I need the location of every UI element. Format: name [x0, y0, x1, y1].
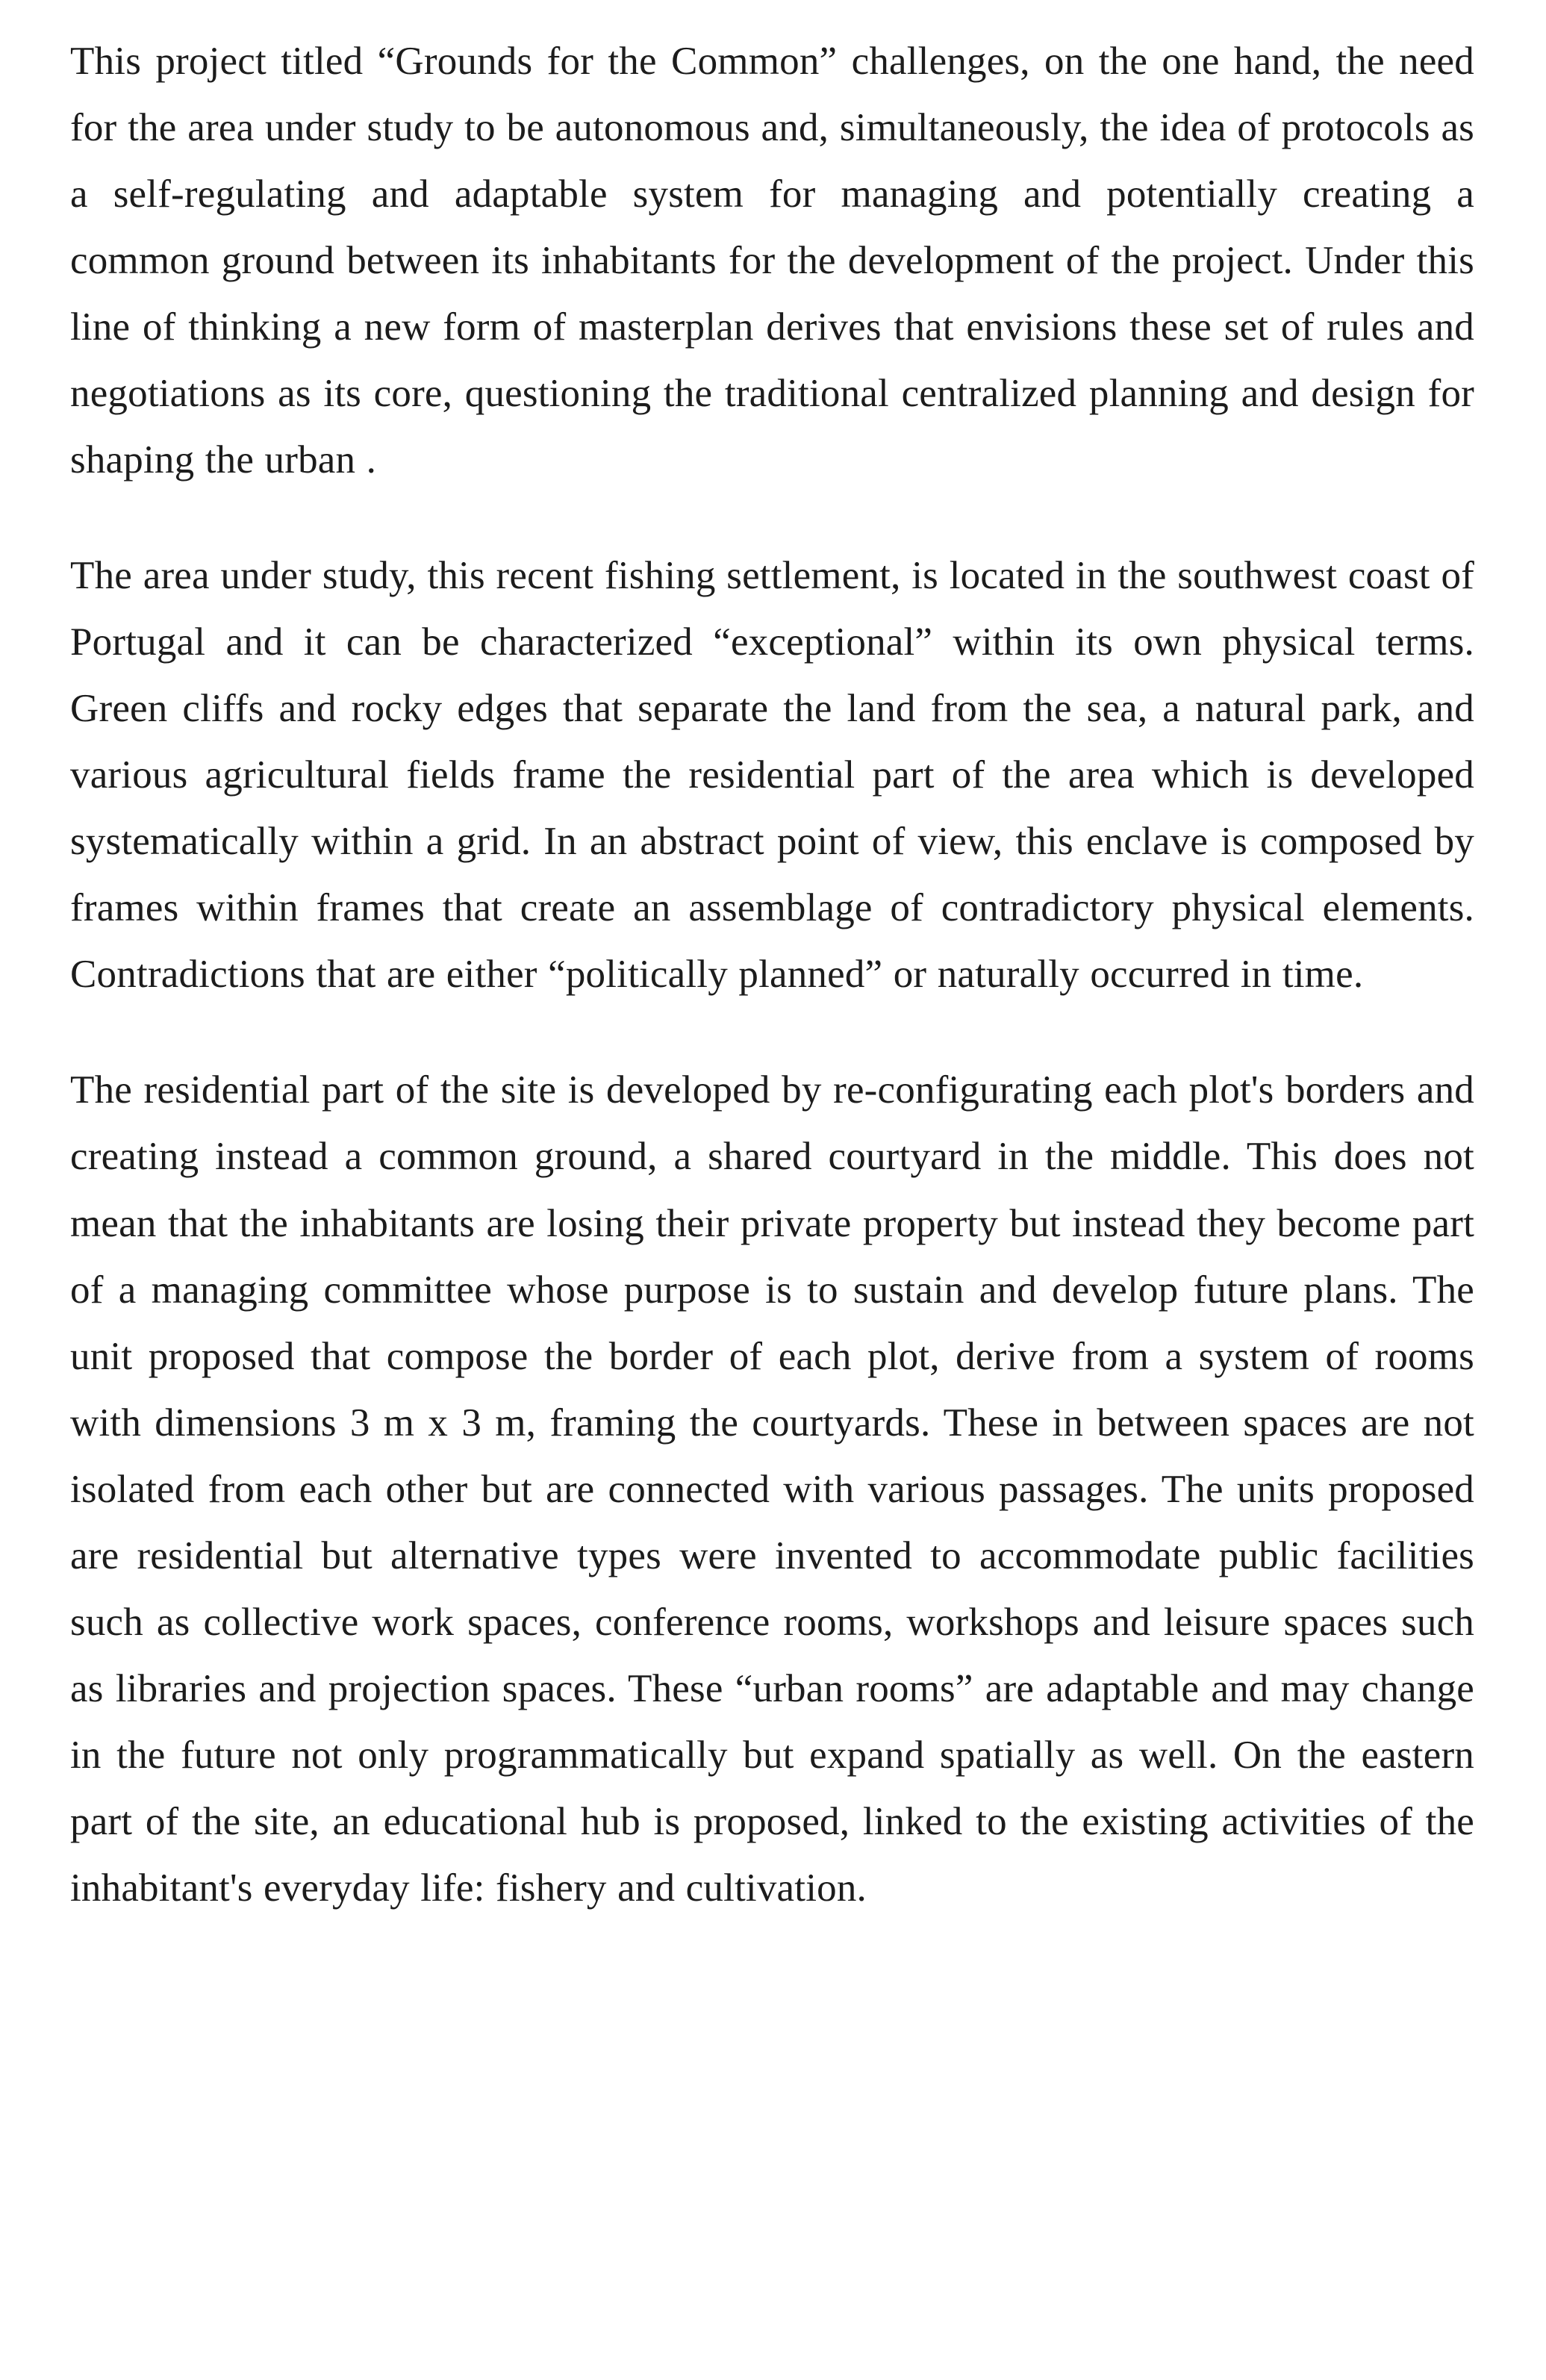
- paragraph-area-description: The area under study, this recent fishing settlement, is located in the southwest coast of Portugal and it can be characterized “exceptional” within its own physical terms. Green cliffs and rocky edges that separate the land from the sea, a natural park, and various agricultural fields frame the residential part of the area which is developed systematically within a grid. In an abstract point of view, this enclave is composed by frames within frames that create an assemblage of contradictory physical elements. Contradictions that are either “politically planned” or naturally occurred in time.: [70, 554, 1474, 997]
- paragraph-project-intro: This project titled “Grounds for the Common” challenges, on the one hand, the need for the area under study to be autonomous and, simultaneously, the idea of protocols as a self-regulating and adaptable system for managing and potentially creating a common ground between its inhabitants for the development of the project. Under this line of thinking a new form of masterplan derives that envisions these set of rules and negotiations as its core, questioning the traditional centralized planning and design for shaping the urban .: [70, 40, 1474, 482]
- paragraph-residential-proposal: The residential part of the site is developed by re-configurating each plot's borders and creating instead a common ground, a shared courtyard in the middle. This does not mean that the inhabitants are losing their private property but instead they become part of a managing committee whose purpose is to sustain and develop future plans. The unit proposed that compose the border of each plot, derive from a system of rooms with dimensions 3 m x 3 m, framing the courtyards. These in between spaces are not isolated from each other but are connected with various passages. The units proposed are residential but alternative types were invented to accommodate public facilities such as collective work spaces, conference rooms, workshops and leisure spaces such as libraries and projection spaces. These “urban rooms” are adaptable and may change in the future not only programmatically but expand spatially as well. On the eastern part of the site, an educational hub is proposed, linked to the existing activities of the inhabitant's everyday life: fishery and cultivation.: [70, 1068, 1474, 1910]
